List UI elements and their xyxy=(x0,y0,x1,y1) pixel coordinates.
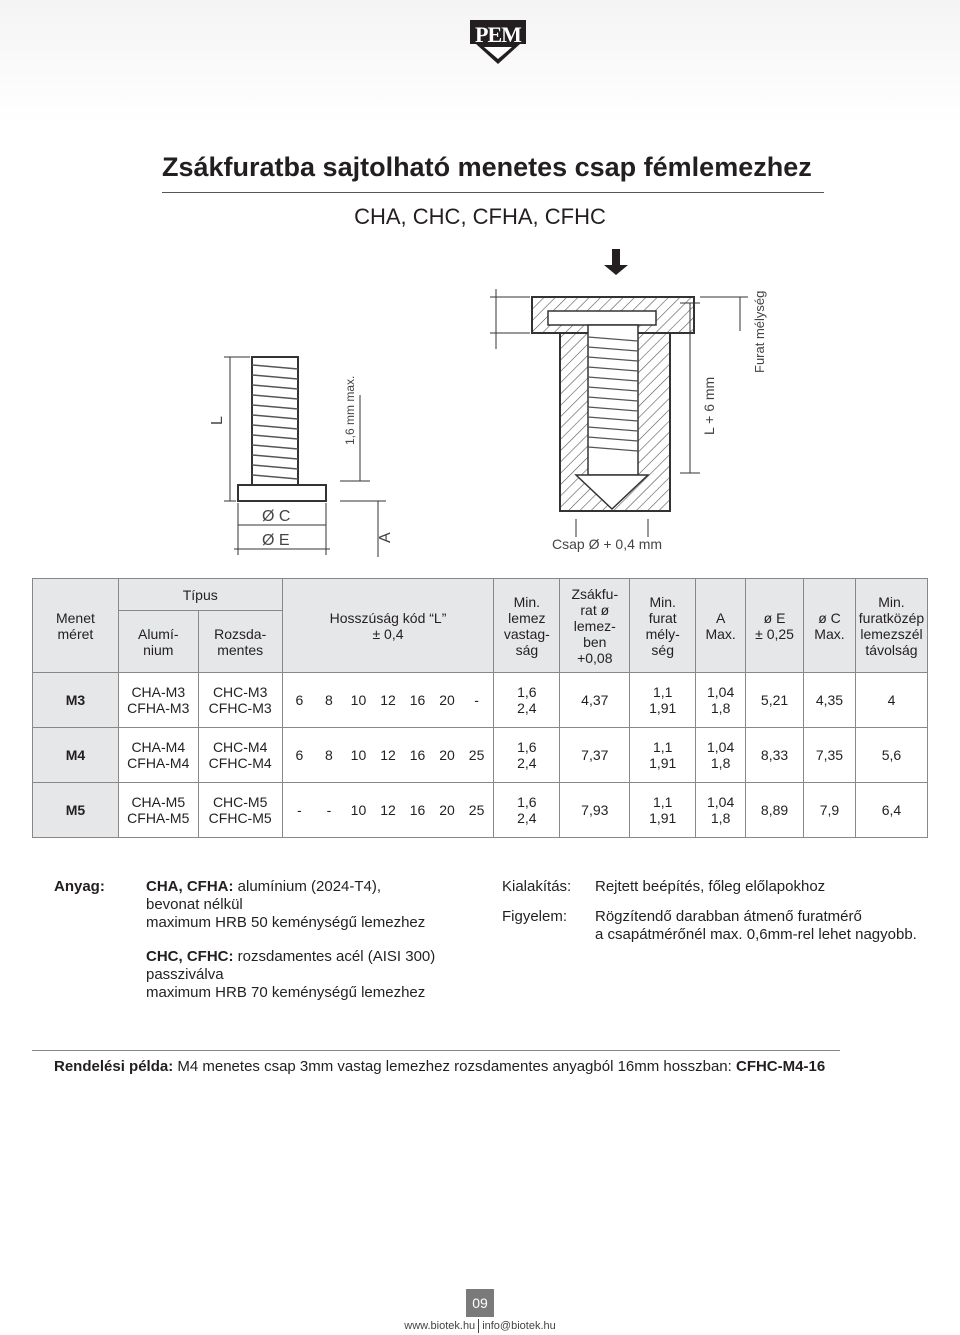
tav-cell: 6,4 xyxy=(855,783,927,838)
technical-drawing xyxy=(200,245,820,565)
e-cell: 5,21 xyxy=(746,673,804,728)
lemez-cell: 1,6 2,4 xyxy=(494,783,560,838)
chc-title: CHC, CFHC: xyxy=(146,948,234,965)
dim-A-label: A xyxy=(377,532,394,543)
length-code: 10 xyxy=(350,802,367,818)
header-zsak: Zsákfu- rat ø lemez- ben +0,08 xyxy=(560,579,630,673)
chc-text: rozsdamentes acél (AISI 300) xyxy=(233,948,436,965)
material-notes xyxy=(146,878,486,1002)
page-number: 09 xyxy=(466,1289,494,1317)
a-cell: 1,04 1,8 xyxy=(696,728,746,783)
length-code: - xyxy=(326,802,332,818)
length-code: 12 xyxy=(380,802,396,818)
figyelem-line2: a csapátmérőnél max. 0,6mm-rel lehet nagyobb. xyxy=(595,926,917,943)
length-code: 8 xyxy=(325,747,333,763)
length-codes xyxy=(282,673,494,728)
logo-text: PEM xyxy=(475,22,521,47)
stud-drawing xyxy=(224,357,386,557)
alu-cell: CHA-M5 CFHA-M5 xyxy=(118,783,198,838)
header-alu: Alumí- nium xyxy=(118,611,198,673)
order-code: CFHC-M4-16 xyxy=(735,1058,826,1075)
e-cell: 8,89 xyxy=(746,783,804,838)
dim-L-label: L xyxy=(209,416,226,425)
furat-cell: 1,1 1,91 xyxy=(630,673,696,728)
zsak-cell: 4,37 xyxy=(560,673,630,728)
length-code: 6 xyxy=(295,692,304,708)
header-rozsda: Rozsda- mentes xyxy=(198,611,282,673)
order-text: M4 menetes csap 3mm vastag lemezhez rozsdamentes anyagból 16mm hosszban: xyxy=(173,1058,736,1075)
chc-line2: passziválva xyxy=(146,966,224,983)
tav-cell: 4 xyxy=(855,673,927,728)
length-code: 16 xyxy=(409,692,426,708)
title-divider xyxy=(162,192,824,193)
dim-E-label: Ø E xyxy=(262,532,290,549)
cha-text: alumínium (2024-T4), xyxy=(233,878,382,895)
length-codes xyxy=(282,728,494,783)
length-code: - xyxy=(297,802,302,818)
dim-16-label: 1,6 mm max. xyxy=(343,375,357,445)
side-labels xyxy=(502,878,571,926)
footer xyxy=(0,1319,960,1333)
length-code: 6 xyxy=(295,747,304,763)
lemez-cell: 1,6 2,4 xyxy=(494,728,560,783)
cha-title: CHA, CFHA: xyxy=(146,878,234,895)
length-code: 10 xyxy=(350,747,367,763)
length-code: 12 xyxy=(380,692,396,708)
zsak-cell: 7,37 xyxy=(560,728,630,783)
website-link[interactable]: www.biotek.hu xyxy=(404,1319,476,1332)
header-hossz: Hosszúság kód “L” ± 0,4 xyxy=(282,579,494,673)
footer-separator xyxy=(478,1319,479,1333)
header-menet: Menet méret xyxy=(33,579,119,673)
rozsda-cell: CHC-M3 CFHC-M3 xyxy=(198,673,282,728)
header-a: A Max. xyxy=(696,579,746,673)
header-e: ø E ± 0,25 xyxy=(746,579,804,673)
header-tipus: Típus xyxy=(118,579,282,611)
furat-cell: 1,1 1,91 xyxy=(630,783,696,838)
email-link[interactable]: info@biotek.hu xyxy=(482,1319,556,1332)
cha-line2: bevonat nélkül xyxy=(146,896,243,913)
a-cell: 1,04 1,8 xyxy=(696,783,746,838)
length-code: 10 xyxy=(350,692,367,708)
length-code: 25 xyxy=(468,802,485,818)
rozsda-cell: CHC-M4 CFHC-M4 xyxy=(198,728,282,783)
length-code: 12 xyxy=(380,747,396,763)
figyelem-label: Figyelem: xyxy=(502,908,568,925)
alu-cell: CHA-M4 CFHA-M4 xyxy=(118,728,198,783)
rozsda-cell: CHC-M5 CFHC-M5 xyxy=(198,783,282,838)
side-notes xyxy=(595,878,935,944)
header-furat: Min. furat mély- ség xyxy=(630,579,696,673)
spec-table xyxy=(32,578,928,838)
table-row xyxy=(33,728,928,783)
table-row xyxy=(33,783,928,838)
dim-C-label: Ø C xyxy=(262,508,291,525)
c-cell: 4,35 xyxy=(804,673,856,728)
tav-cell: 5,6 xyxy=(855,728,927,783)
chc-line3: maximum HRB 70 keménységű lemezhez xyxy=(146,984,426,1001)
length-code: 20 xyxy=(439,747,455,763)
a-cell: 1,04 1,8 xyxy=(696,673,746,728)
dim-L6-label: L + 6 mm xyxy=(701,376,717,435)
length-code: 20 xyxy=(439,802,455,818)
c-cell: 7,35 xyxy=(804,728,856,783)
alu-cell: CHA-M3 CFHA-M3 xyxy=(118,673,198,728)
menet-cell: M5 xyxy=(33,783,119,838)
kialakitas-text: Rejtett beépítés, főleg előlapokhoz xyxy=(595,878,826,895)
anyag-label: Anyag: xyxy=(54,878,105,895)
table-row xyxy=(33,673,928,728)
header-lemez: Min. lemez vastag- ság xyxy=(494,579,560,673)
kialakitas-label: Kialakítás: xyxy=(502,878,572,895)
length-code: 8 xyxy=(325,692,333,708)
page-subtitle: CHA, CHC, CFHA, CFHC xyxy=(354,204,606,229)
menet-cell: M3 xyxy=(33,673,119,728)
lemez-cell: 1,6 2,4 xyxy=(494,673,560,728)
header-c: ø C Max. xyxy=(804,579,856,673)
length-code: 20 xyxy=(439,692,455,708)
dim-furat-label: Furat mélység xyxy=(752,290,767,373)
menet-cell: M4 xyxy=(33,728,119,783)
figyelem-line1: Rögzítendő darabban átmenő furatmérő xyxy=(595,908,862,925)
length-code: 25 xyxy=(468,747,485,763)
page-title: Zsákfuratba sajtolható menetes csap fémlemezhez xyxy=(162,152,812,182)
length-code: - xyxy=(474,692,479,708)
order-example xyxy=(54,1058,825,1075)
dim-csap-label: Csap Ø + 0,4 mm xyxy=(552,536,663,552)
zsak-cell: 7,93 xyxy=(560,783,630,838)
cha-line3: maximum HRB 50 keménységű lemezhez xyxy=(146,914,426,931)
length-code: 16 xyxy=(409,747,426,763)
order-divider xyxy=(32,1050,840,1051)
length-codes xyxy=(282,783,494,838)
order-label: Rendelési példa: xyxy=(54,1058,174,1075)
e-cell: 8,33 xyxy=(746,728,804,783)
header-tav: Min. furatközép lemezszél távolság xyxy=(855,579,927,673)
length-code: 16 xyxy=(409,802,426,818)
furat-cell: 1,1 1,91 xyxy=(630,728,696,783)
header-banner xyxy=(0,0,960,125)
c-cell: 7,9 xyxy=(804,783,856,838)
